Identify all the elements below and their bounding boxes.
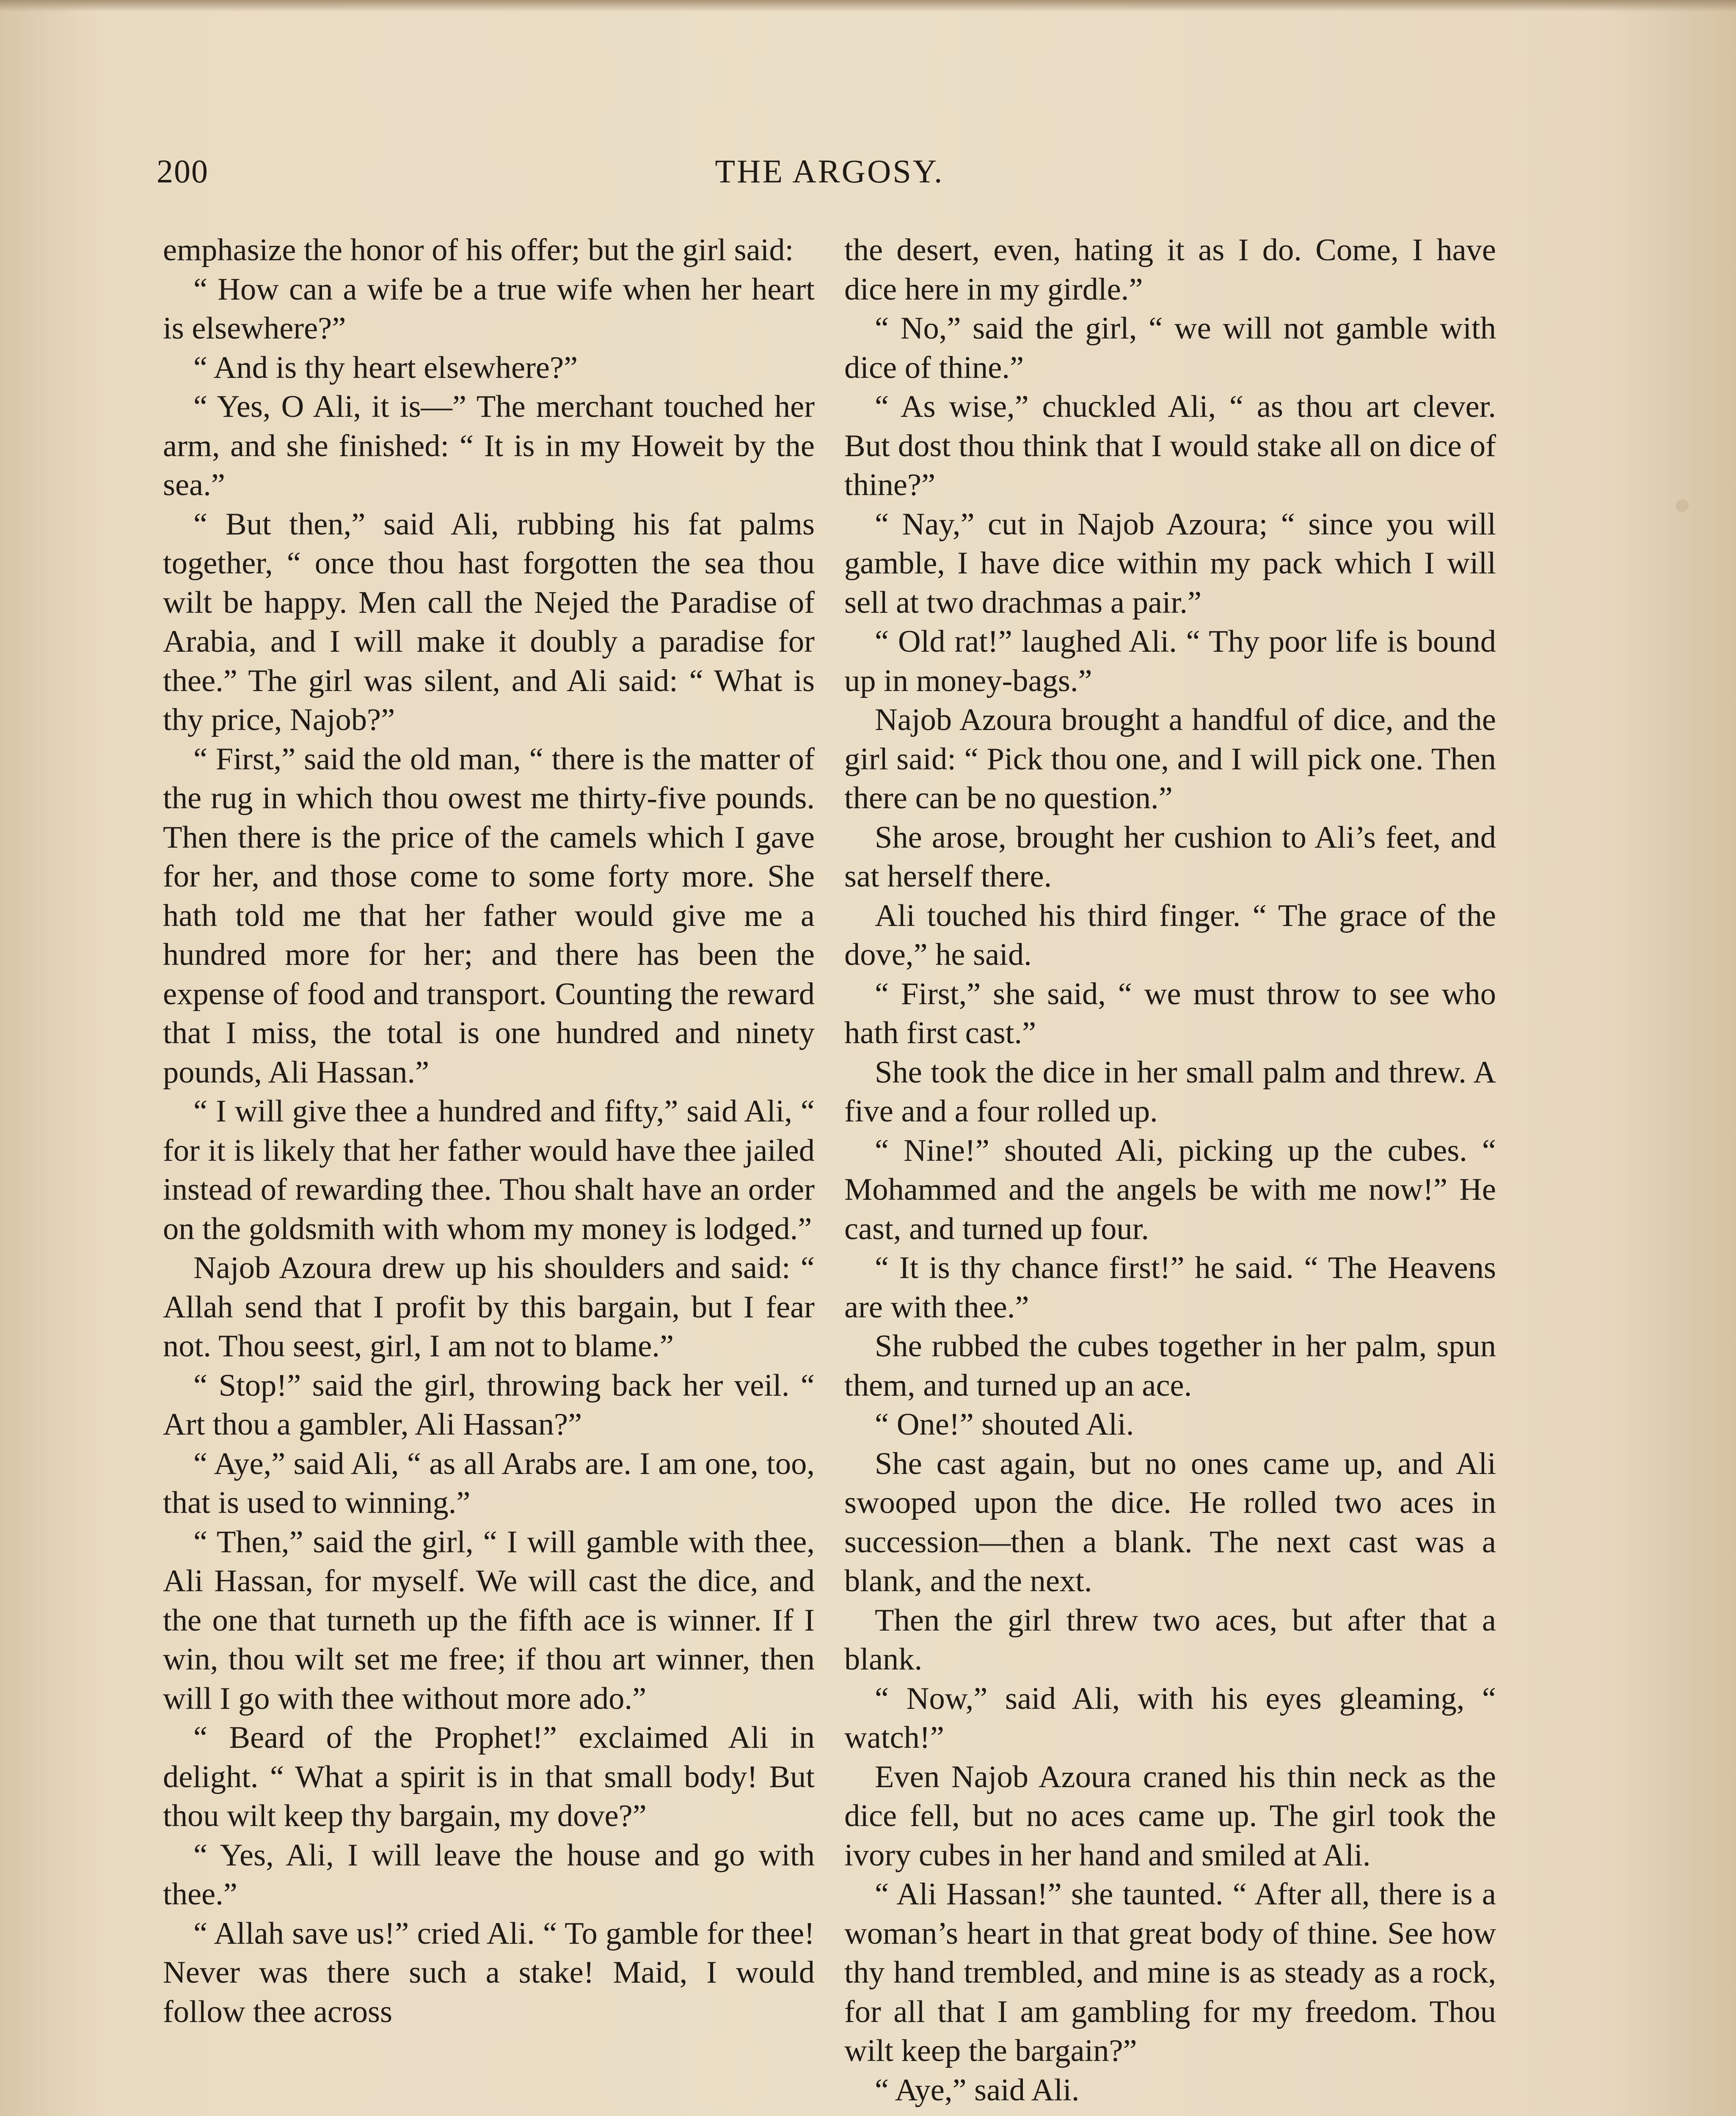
paragraph: “ Nine!” shouted Ali, picking up the cubes. “ Mohammed and the angels be with me now!” He cast, and turned up four. — [844, 1133, 1496, 1246]
paragraph: Najob Azoura brought a handful of dice, and the girl said: “ Pick thou one, and I will pick one. Then there can be no question.” — [844, 703, 1496, 816]
paragraph: “ First,” said the old man, “ there is the matter of the rug in which thou owest me thirty-five pounds. Then there is the price of the camels which I gave for her, and those come to some forty more. She hath told me that her father would give me a hundred more for her; and there has been the expense of food and transport. Counting the reward that I miss, the total is one hundred and ninety pounds, Ali Hassan.” — [163, 741, 815, 1090]
paragraph: She took the dice in her small palm and threw. A five and a four rolled up. — [844, 1055, 1496, 1129]
paragraph: She cast again, but no ones came up, and Ali swooped upon the dice. He rolled two aces in succession—then a blank. The next cast was a blank, and the next. — [844, 1446, 1496, 1598]
paragraph: “ Ali Hassan!” she taunted. “ After all, there is a woman’s heart in that great body of thine. See how thy hand trembled, and mine is as steady as a rock, for all that I am gambling for my freedom. Thou wilt keep the bargain?” — [844, 1877, 1496, 2068]
paragraph: “ And is thy heart elsewhere?” — [193, 350, 578, 385]
paragraph: the desert, even, hating it as I do. Come, I have dice here in my girdle.” — [844, 233, 1496, 307]
paragraph: “ Allah save us!” cried Ali. “ To gamble for thee! Never was there such a stake! Maid, I would follow thee across — [163, 1916, 815, 2029]
paragraph: “ Yes, O Ali, it is—” The merchant touched her arm, and she finished: “ It is in my Howeit by the sea.” — [163, 389, 815, 502]
paragraph: “ Now,” said Ali, with his eyes gleaming, “ watch!” — [844, 1681, 1496, 1755]
page-number: 200 — [157, 153, 209, 190]
page-edge — [0, 0, 1736, 12]
paragraph: “ Aye,” said Ali. — [875, 2072, 1080, 2108]
paragraph: “ Old rat!” laughed Ali. “ Thy poor life is bound up in money-bags.” — [844, 624, 1496, 698]
paragraph: “ As wise,” chuckled Ali, “ as thou art clever. But dost thou think that I would stake all on dice of thine?” — [844, 389, 1496, 502]
paragraph: Najob Azoura drew up his shoulders and said: “ Allah send that I profit by this bargain, but I fear not. Thou seest, girl, I am not to blame.” — [163, 1251, 815, 1364]
paragraph: Then the girl threw two aces, but after that a blank. — [844, 1603, 1496, 1677]
paragraph: Even Najob Azoura craned his thin neck as the dice fell, but no aces came up. The girl took the ivory cubes in her hand and smiled at Ali. — [844, 1759, 1496, 1873]
paragraph: She arose, brought her cushion to Ali’s feet, and sat herself there. — [844, 820, 1496, 894]
paragraph: “ I will give thee a hundred and fifty,” said Ali, “ for it is likely that her father would have thee jailed instead of rewarding thee. Thou shalt have an order on the goldsmith with whom my money is lodged.” — [163, 1094, 815, 1246]
paragraph: “ Nay,” cut in Najob Azoura; “ since you will gamble, I have dice within my pack which I will sell at two drachmas a pair.” — [844, 507, 1496, 620]
paragraph: “ Beard of the Prophet!” exclaimed Ali in delight. “ What a spirit is in that small body! But thou wilt keep thy bargain, my dove?” — [163, 1720, 815, 1833]
paragraph: “ One!” shouted Ali. — [875, 1407, 1134, 1442]
paragraph: Ali touched his third finger. “ The grace of the dove,” he said. — [844, 898, 1496, 972]
left-column — [163, 231, 815, 2031]
paragraph: “ Stop!” said the girl, throwing back her veil. “ Art thou a gambler, Ali Hassan?” — [163, 1368, 815, 1442]
page-header — [157, 152, 1502, 203]
paragraph: “ Then,” said the girl, “ I will gamble with thee, Ali Hassan, for myself. We will cast the dice, and the one that turneth up the fifth ace is winner. If I win, thou wilt set me free; if thou art winner, then will I go with thee without more ado.” — [163, 1524, 815, 1716]
paragraph: emphasize the honor of his offer; but the girl said: — [163, 233, 794, 267]
paragraph: She rubbed the cubes together in her palm, spun them, and turned up an ace. — [844, 1329, 1496, 1403]
running-title: THE ARGOSY. — [715, 153, 944, 190]
paragraph: “ How can a wife be a true wife when her heart is elsewhere?” — [163, 272, 815, 346]
paragraph: “ No,” said the girl, “ we will not gamble with dice of thine.” — [844, 311, 1496, 385]
paragraph: “ It is thy chance first!” he said. “ The Heavens are with thee.” — [844, 1251, 1496, 1325]
paragraph: “ Yes, Ali, I will leave the house and go with thee.” — [163, 1838, 815, 1912]
paragraph: “ But then,” said Ali, rubbing his fat palms together, “ once thou hast forgotten the sea thou wilt be happy. Men call the Nejed the Paradise of Arabia, and I will make it doubly a paradise for thee.” The girl was silent, and Ali said: “ What is thy price, Najob?” — [163, 507, 815, 737]
paragraph: “ Aye,” said Ali, “ as all Arabs are. I am one, too, that is used to winning.” — [163, 1446, 815, 1520]
right-column — [844, 231, 1496, 2110]
paper-speck — [1676, 499, 1689, 512]
paragraph: “ First,” she said, “ we must throw to see who hath first cast.” — [844, 976, 1496, 1050]
